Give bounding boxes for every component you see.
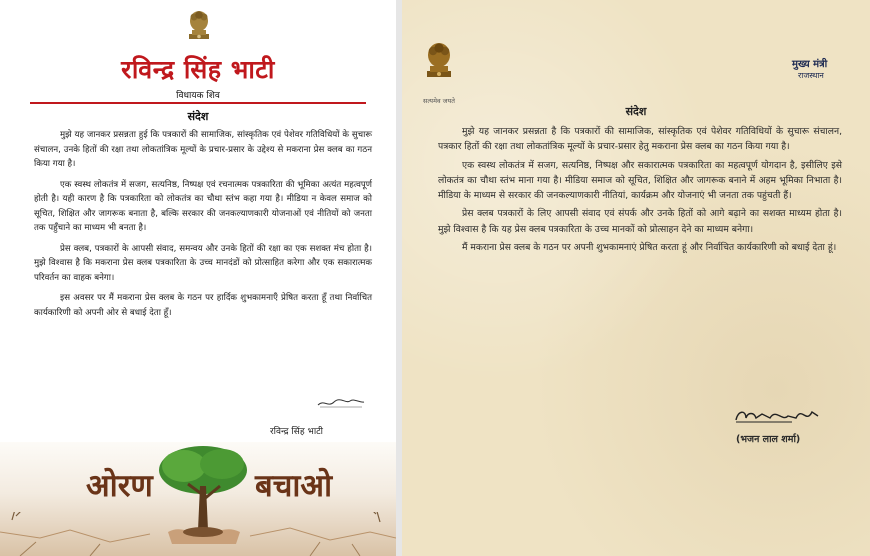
message-paragraph: प्रेस क्लब पत्रकारों के लिए आपसी संवाद एवं संपर्क और उनके हितों को आगे बढ़ाने का सशक्त माध्यम होता है। मुझे विश्वास है कि यह प्रेस क्लब पत्रकारिता के उच्च मानकों को प्रोत्साहन देने का माध्यम बनेगा।	[438, 208, 842, 235]
message-heading: संदेश	[625, 105, 647, 118]
message-paragraph: एक स्वस्थ लोकतंत्र में सजग, सत्यनिष्ठ, निष्पक्ष एवं रचनात्मक पत्रकारिता की भूमिका अत्यंत महत्वपूर्ण होती है। यही कारण है कि पत्रकारिता को लोकतंत्र का चौथा स्तंभ कहा गया है। मीडिया न केवल समाज को सूचित, शिक्षित और जागरूक बनाता है, बल्कि सरकार की जनकल्याणकारी योजनाओं एवं नीतियों को जनता तक पहुँचाने का माध्यम भी बनता है।	[34, 179, 372, 233]
national-emblem-icon	[424, 38, 454, 82]
left-letter	[0, 0, 396, 556]
message-heading: संदेश	[187, 110, 209, 123]
sender-designation: विधायक शिव	[176, 91, 220, 101]
sender-name-heading: रविन्द्र सिंह भाटी	[121, 55, 275, 84]
signature-mark	[732, 404, 822, 426]
right-letter	[402, 0, 870, 556]
message-paragraph: मुझे यह जानकर प्रसन्नता है कि पत्रकारों की सामाजिक, सांस्कृतिक एवं पेशेवर गतिविधियों के सुचारू संचालन, पत्रकार हितों की रक्षा तथा लोकतांत्रिक मूल्यों के प्रचार-प्रसार हेतु मकराना प्रेस क्लब का गठन किया गया है।	[438, 126, 842, 153]
message-paragraph: प्रेस क्लब, पत्रकारों के आपसी संवाद, समन्वय और उनके हितों की रक्षा का एक सशक्त मंच होता है। मुझे विश्वास है कि मकराना प्रेस क्लब पत्रकारिता के उच्च मानदंडों को प्रोत्साहित करेगा और एक सकारात्मक परिवर्तन का वाहक बनेगा।	[34, 243, 372, 283]
message-paragraph: मुझे यह जानकर प्रसन्नता हुई कि पत्रकारों की सामाजिक, सांस्कृतिक एवं पेशेवर गतिविधियों के सुचारू संचालन, उनके हितों की रक्षा तथा लोकतांत्रिक मूल्यों के प्रचार-प्रसार के उद्देश्य से मकराना प्रेस क्लब का गठन किया गया है।	[34, 130, 372, 169]
message-body	[34, 128, 372, 326]
national-emblem-icon	[186, 6, 212, 44]
banner-word-oran: ओरण	[86, 468, 153, 504]
message-paragraph: मैं मकराना प्रेस क्लब के गठन पर अपनी शुभकामनाएं प्रेषित करता हूं और निर्वाचित कार्यकारिणी को बधाई देता हूं।	[462, 242, 837, 254]
office-title: मुख्य मंत्री	[792, 59, 828, 70]
signature-mark	[316, 396, 366, 410]
message-paragraph: एक स्वस्थ लोकतंत्र में सजग, सत्यनिष्ठ, निष्पक्ष और सकारात्मक पत्रकारिता का महत्वपूर्ण योगदान है, इसीलिए इसे लोकतंत्र का चौथा स्तंभ माना गया है। मीडिया समाज को सूचित, शिक्षित और जागरूक बनाने में अहम भूमिका निभाता है। मीडिया के माध्यम से सरकार की जनकल्याणकारी नीतियां, कार्यक्रम और योजनाएं भी जनता तक पहुंचती हैं।	[438, 159, 842, 202]
header-divider	[30, 102, 366, 104]
oran-bachao-banner	[0, 442, 396, 556]
signature-name: रविन्द्र सिंह भाटी	[270, 427, 324, 437]
banner-word-bachao: बचाओ	[255, 468, 333, 504]
signature-name: (भजन लाल शर्मा)	[736, 434, 801, 445]
tree-in-hands-icon	[148, 440, 258, 552]
message-body	[438, 124, 842, 258]
office-state: राजस्थान	[798, 71, 824, 80]
message-paragraph: इस अवसर पर मैं मकराना प्रेस क्लब के गठन पर हार्दिक शुभकामनाएँ प्रेषित करता हूँ तथा निर्वाचित कार्यकारिणी को अपनी ओर से बधाई देता हूँ।	[34, 293, 372, 318]
emblem-motto: सत्यमेव जयते	[423, 97, 455, 105]
